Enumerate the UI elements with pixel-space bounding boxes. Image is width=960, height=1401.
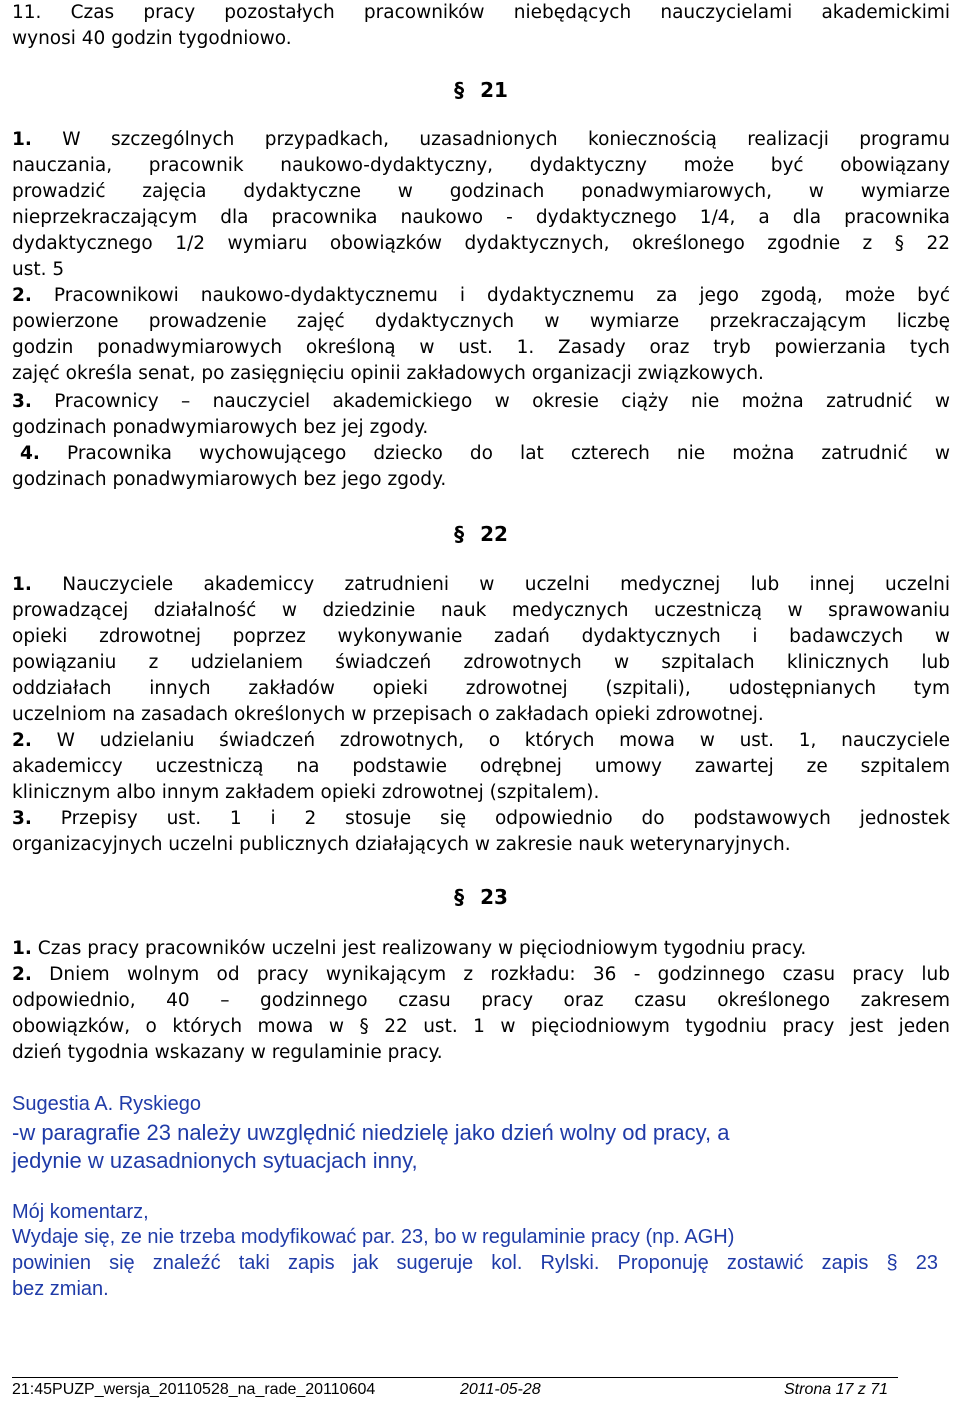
paragraph-line: dydaktycznego 1/2 wymiaru obowiązków dydaktycznych, określonego zgodnie z § 22 [12,233,950,254]
paragraph-line: 1. W szczególnych przypadkach, uzasadnionych koniecznością realizacji programu [12,129,950,150]
paragraph-line: nieprzekraczającym dla pracownika naukowo - dydaktycznego 1/4, a dla pracownika [12,207,950,228]
footer-divider [12,1377,898,1378]
footer-date: 2011-05-28 [460,1381,541,1398]
paragraph-line: powiązaniu z udzielaniem świadczeń zdrowotnych w szpitalach klinicznych lub [12,652,950,673]
section-heading-23: § 23 [454,885,508,909]
comment-line: powinien się znaleźć taki zapis jak sugeruje kol. Rylski. Proponuję zostawić zapis § 23 [12,1252,938,1274]
paragraph-line: 3. Pracownicy – nauczyciel akademickiego w okresie ciąży nie można zatrudnić w [12,391,950,412]
paragraph-line: opieki zdrowotnej poprzez wykonywanie zadań dydaktycznych i badawczych w [12,626,950,647]
suggestion-line: -w paragrafie 23 należy uwzględnić niedzielę jako dzień wolny od pracy, a [12,1120,730,1145]
paragraph-line: wynosi 40 godzin tygodniowo. [12,28,292,49]
footer-filename: 21:45PUZP_wersja_20110528_na_rade_20110604 [12,1381,376,1398]
paragraph-line: 2. Pracownikowi naukowo-dydaktycznemu i dydaktycznemu za jego zgodą, może być [12,285,950,306]
paragraph-line: godzin ponadwymiarowych określoną w ust. 1. Zasady oraz tryb powierzania tych [12,337,950,358]
paragraph-line: 1. Czas pracy pracowników uczelni jest realizowany w pięciodniowym tygodniu pracy. [12,938,807,959]
paragraph-line: 11. Czas pracy pozostałych pracowników niebędących nauczycielami akademickimi [12,2,950,23]
section-symbol-icon: § [894,233,904,254]
paragraph-line: organizacyjnych uczelni publicznych działających w zakresie nauk weterynaryjnych. [12,834,791,855]
paragraph-line: nauczania, pracownik naukowo-dydaktyczny, dydaktyczny może być obowiązany [12,155,950,176]
paragraph-line: oddziałach innych zakładów opieki zdrowotnej (szpitali), udostępnianych tym [12,678,950,699]
paragraph-line: obowiązków, o których mowa w § 22 ust. 1 w pięciodniowym tygodniu pracy jest jeden [12,1016,951,1037]
paragraph-line: akademiccy uczestniczą na podstawie odrębnej umowy zawartej ze szpitalem [12,756,950,777]
section-symbol-icon: § [454,885,465,909]
paragraph-line: dzień tygodnia wskazany w regulaminie pracy. [12,1042,443,1063]
paragraph-line: 3. Przepisy ust. 1 i 2 stosuje się odpowiednio do podstawowych jednostek [12,808,950,829]
footer-page-number: Strona 17 z 71 [784,1381,889,1398]
section-symbol-icon: § [454,78,465,102]
paragraph-line: godzinach ponadwymiarowych bez jej zgody. [12,417,429,438]
suggestion-title: Sugestia A. Ryskiego [12,1093,201,1115]
paragraph-line: powierzone prowadzenie zajęć dydaktycznych w wymiarze przekraczającym liczbę [12,311,950,332]
comment-line: bez zmian. [12,1278,109,1300]
paragraph-line: ust. 5 [12,259,65,280]
paragraph-line: prowadzić zajęcia dydaktyczne w godzinach ponadwymiarowych, w wymiarze [12,181,950,202]
paragraph-line: 1. Nauczyciele akademiccy zatrudnieni w uczelni medycznej lub innej uczelni [12,574,950,595]
section-symbol-icon: § [886,1252,898,1274]
paragraph-line: zajęć określa senat, po zasięgnięciu opinii zakładowych organizacji związkowych. [12,363,764,384]
paragraph-line: klinicznym albo innym zakładem opieki zdrowotnej (szpitalem). [12,782,600,803]
paragraph-line: godzinach ponadwymiarowych bez jego zgody. [12,469,447,490]
section-symbol-icon: § [454,522,465,546]
suggestion-line: jedynie w uzasadnionych sytuacjach inny, [12,1148,418,1173]
paragraph-line: 4. Pracownika wychowującego dziecko do lat czterech nie można zatrudnić w [20,443,951,464]
paragraph-line: 2. W udzielaniu świadczeń zdrowotnych, o których mowa w ust. 1, nauczyciele [12,730,950,751]
section-heading-22: § 22 [454,522,508,546]
comment-title: Mój komentarz, [12,1201,149,1223]
section-heading-21: § 21 [454,78,508,102]
paragraph-line: odpowiednio, 40 – godzinnego czasu pracy oraz czasu określonego zakresem [12,990,950,1011]
comment-line: Wydaje się, ze nie trzeba modyfikować par. 23, bo w regulaminie pracy (np. AGH) [12,1226,735,1248]
paragraph-line: prowadzącej działalność w dziedzinie nauk medycznych uczestniczą w sprawowaniu [12,600,950,621]
paragraph-line: uczelniom na zasadach określonych w przepisach o zakładach opieki zdrowotnej. [12,704,764,725]
paragraph-line: 2. Dniem wolnym od pracy wynikającym z rozkładu: 36 - godzinnego czasu pracy lub [12,964,950,985]
section-symbol-icon: § [359,1016,369,1037]
